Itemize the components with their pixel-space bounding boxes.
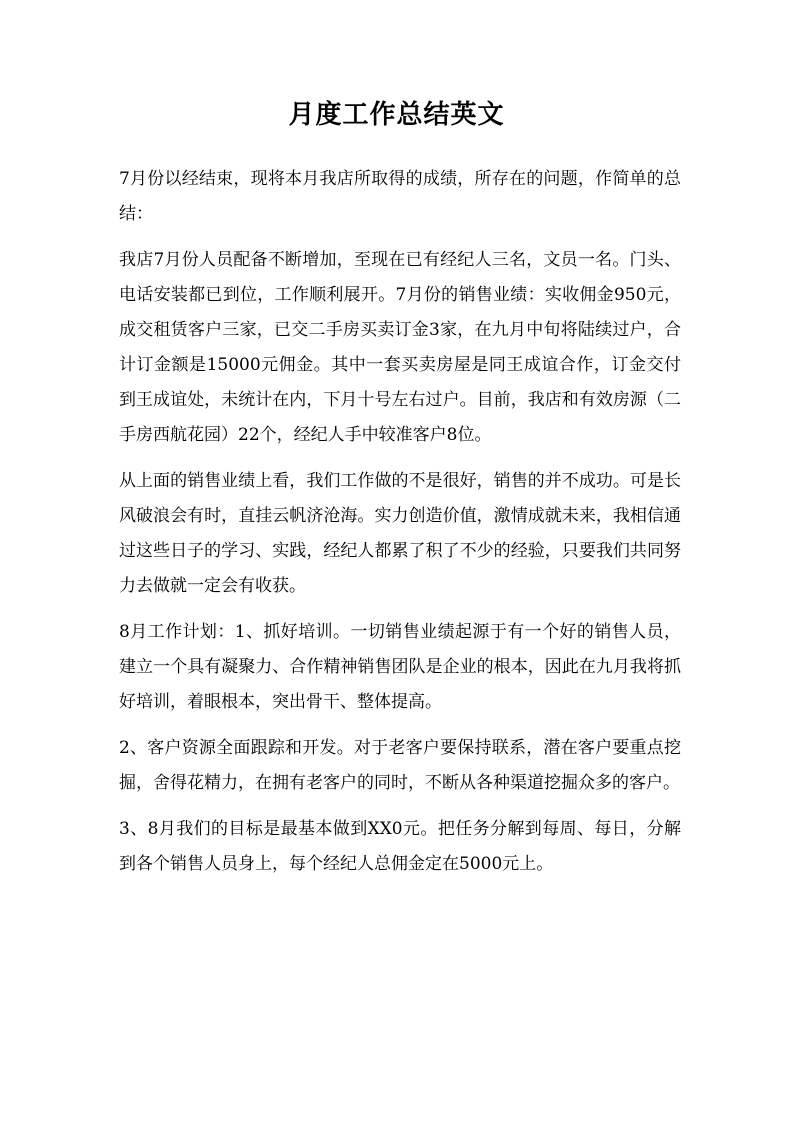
document-body xyxy=(119,162,681,893)
paragraph-reflection: 从上面的销售业绩上看，我们工作做的不是很好，销售的并不成功。可是长风破浪会有时，直挂云帆济沧海。实力创造价值，激情成就未来，我相信通过这些日子的学习、实践，经纪人都累了积了不少的经验，只要我们共同努力去做就一定会有收获。 xyxy=(119,471,681,596)
document-title: 月度工作总结英文 xyxy=(288,100,505,130)
paragraph-staffing-and-sales: 我店7月份人员配备不断增加，至现在已有经纪人三名，文员一名。门头、电话安装都已到位，工作顺利展开。7月份的销售业绩：实收佣金950元，成交租赁客户三家，已交二手房买卖订金3家，在九月中旬将陆续过户，合计订金额是15000元佣金。其中一套买卖房屋是同王成谊合作，订金交付到王成谊处，未统计在内，下月十号左右过户。目前，我店和有效房源（二手房西航花园）22个，经纪人手中较准客户8位。 xyxy=(119,250,681,445)
paragraph-intro: 7月份以经结束，现将本月我店所取得的成绩，所存在的问题，作简单的总结： xyxy=(119,169,681,224)
paragraph-plan-training: 8月工作计划：1、抓好培训。一切销售业绩起源于有一个好的销售人员，建立一个具有凝聚力、合作精神销售团队是企业的根本，因此在九月我将抓好培训，着眼根本，突出骨干、整体提高。 xyxy=(119,622,681,712)
paragraph-plan-targets: 3、8月我们的目标是最基本做到XX0元。把任务分解到每周、每日，分解到各个销售人员身上，每个经纪人总佣金定在5000元上。 xyxy=(119,819,681,874)
paragraph-plan-clients: 2、客户资源全面跟踪和开发。对于老客户要保持联系，潜在客户要重点挖掘，舍得花精力，在拥有老客户的同时，不断从各种渠道挖掘众多的客户。 xyxy=(119,738,681,793)
